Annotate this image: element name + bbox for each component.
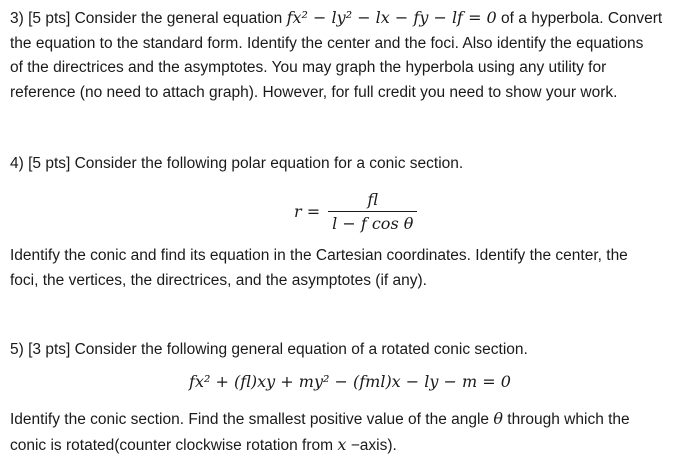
- fraction-denominator: l − f cos θ: [332, 213, 414, 233]
- problem-3-intro-text: 3) [5 pts] Consider the general equation: [10, 10, 287, 27]
- x-symbol: x: [337, 434, 347, 454]
- theta-symbol: θ: [493, 409, 503, 428]
- polar-equation-fraction: [328, 190, 417, 233]
- problem-5-intro-text: 5) [3 pts] Consider the following general equation of a rotated conic section.: [10, 341, 528, 358]
- problem-5-line-2: [10, 433, 694, 459]
- problem-3-line-1: [10, 6, 694, 32]
- problem-4-line-2: foci, the vertices, the directrices, and the asymptotes (if any).: [10, 271, 427, 289]
- problem-5-line-1-text: Identify the conic section. Find the smallest positive value of the angle: [10, 411, 494, 428]
- problem-5-line-2-tail: −axis).: [346, 436, 397, 454]
- fraction-numerator: fl: [367, 189, 379, 209]
- rotated-conic-equation: fx² + (fl)xy + my² − (fml)x − ly − m = 0: [189, 372, 511, 391]
- polar-equation-lhs: r =: [294, 201, 321, 221]
- polar-equation: [294, 188, 417, 234]
- hyperbola-equation: fx² − ly² − lx − fy − lf = 0: [286, 8, 497, 27]
- problem-4-line-1: Identify the conic and find its equation in the Cartesian coordinates. Identify the center, the: [10, 247, 628, 264]
- problem-5-line-1: [10, 407, 694, 433]
- problem-3: [10, 6, 694, 105]
- problem-3-line-3: of the directrices and the asymptotes. You may graph the hyperbola using any utility for: [10, 59, 607, 76]
- problem-4-intro-text: 4) [5 pts] Consider the following polar equation for a conic section.: [10, 155, 464, 172]
- problem-3-line-2: the equation to the standard form. Identify the center and the foci. Also identify the equations: [10, 34, 644, 52]
- problem-5-line-2-text: conic is rotated(counter clockwise rotation from: [10, 436, 338, 454]
- problem-5-intro: [10, 338, 694, 363]
- problem-5-line-1-tail: through which the: [503, 411, 630, 428]
- problem-3-line-1-tail: of a hyperbola. Convert: [496, 10, 663, 27]
- problem-4-body: [10, 244, 694, 293]
- problem-4-intro: [10, 152, 694, 177]
- problem-5-body: [10, 407, 694, 458]
- problem-3-line-4: reference (no need to attach graph). However, for full credit you need to show your work.: [10, 83, 618, 101]
